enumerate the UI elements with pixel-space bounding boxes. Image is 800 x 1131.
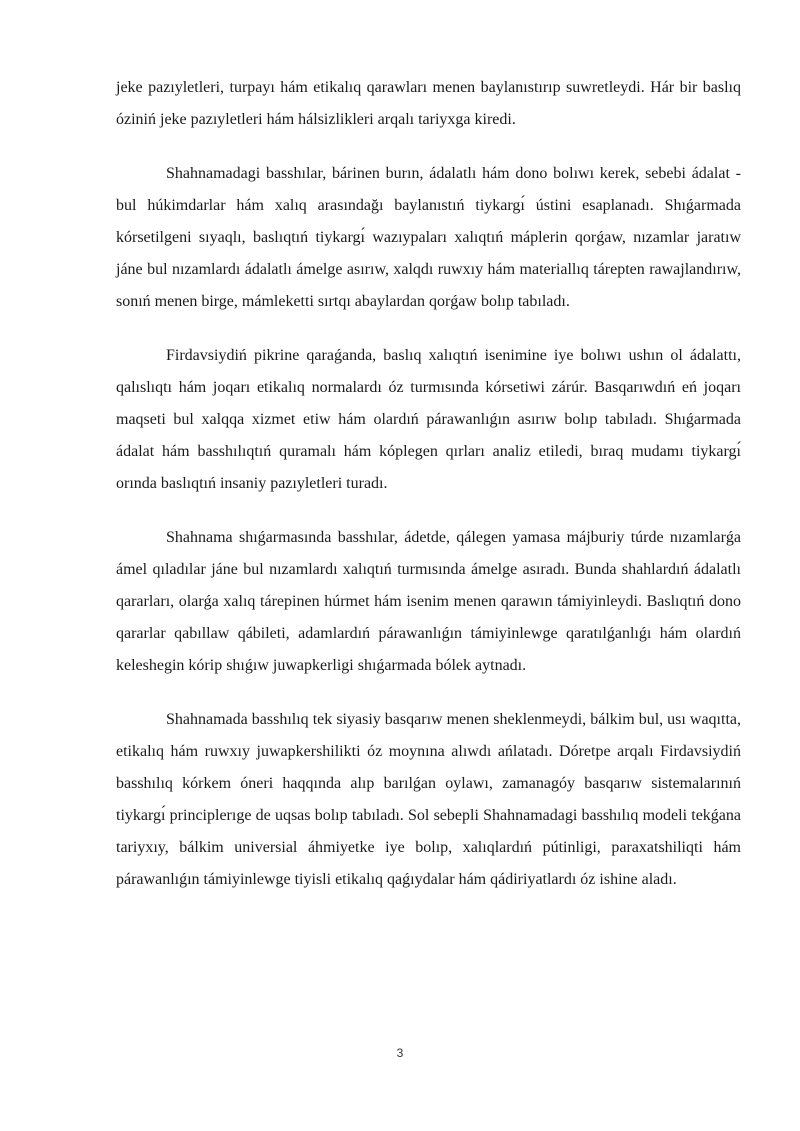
paragraph: Firdavsiydiń pikrine qaraǵanda, baslıq xalıqtıń isenimine iye bolıwı ushın ol ádalattı, qalıslıqtı hám joqarı etikalıq normalardı óz turmısında kórsetiwi zárúr. Basqarıwdıń eń joqarı maqseti bul xalqqa xizmet etiw hám olardıń párawanlıǵın asırıw bolıp tabıladı. Shıǵarmada ádalat hám basshılıqtıń quramalı hám kóplegen qırları analiz etiledi, bıraq mudamı tiykargı́ orında baslıqtıń insaniy pazıyletleri turadı. [116,347,741,492]
paragraph: Shahnamada basshılıq tek siyasiy basqarıw menen sheklenmeydi, bálkim bul, usı waqıtta, etikalıq hám ruwxıy juwapkershilikti óz moynına alıwdı ańlatadı. Dóretpe arqalı Firdavsiydiń basshılıq kórkem óneri haqqında alıp barılǵan oylawı, zamanagóy basqarıw sistemalarınıń tiykargı́ principlerıge de uqsas bolıp tabıladı. Sol sebepli Shahnamadagi basshılıq modeli tekǵana tariyxıy, bálkim universial áhmiyetke iye bolıp, xalıqlardıń pútinligi, paraxatshiliqti hám párawanlıǵın támiyinlewge tiyisli etikalıq qaǵıydalar hám qádiriyatlardı óz ishine aladı. [116,711,741,888]
body-text [116,72,741,918]
paragraph-continued: jeke pazıyletleri, turpayı hám etikalıq qarawları menen baylanıstırıp suwretleydi. Hár bir baslıq óziniń jeke pazıyletleri hám hálsizlikleri arqalı tariyxga kiredi. [116,79,741,128]
paragraph: Shahnama shıǵarmasında basshılar, ádetde, qálegen yamasa májburiy túrde nızamlarǵa ámel qıladılar jáne bul nızamlardı xalıqtıń turmısında ámelge asıradı. Bunda shahlardıń ádalatlı qararları, olarǵa xalıq tárepinen húrmet hám isenim menen qarawın támiyinleydi. Baslıqtıń dono qararlar qabıllaw qábileti, adamlardıń párawanlıǵın támiyinlewge qaratılǵanlıǵı hám olardıń keleshegin kórip shıǵıw juwapkerligi shıǵarmada bólek aytnadı. [116,529,741,674]
paragraph: Shahnamadagi basshılar, bárinen burın, ádalatlı hám dono bolıwı kerek, sebebi ádalat - bul húkimdarlar hám xalıq arasındağı baylanıstıń tiykargı́ ústini esaplanadı. Shıǵarmada kórsetilgeni sıyaqlı, baslıqtıń tiykargı́ wazıypaları xalıqtıń máplerin qorǵaw, nızamlar jaratıw jáne bul nızamlardı ádalatlı ámelge asırıw, xalqdı ruwxıy hám materiallıq tárepten rawajlandırıw, sonıń menen birge, mámleketti sırtqı abaylardan qorǵaw bolıp tabıladı. [116,165,741,310]
page-number: 3 [396,1046,404,1060]
